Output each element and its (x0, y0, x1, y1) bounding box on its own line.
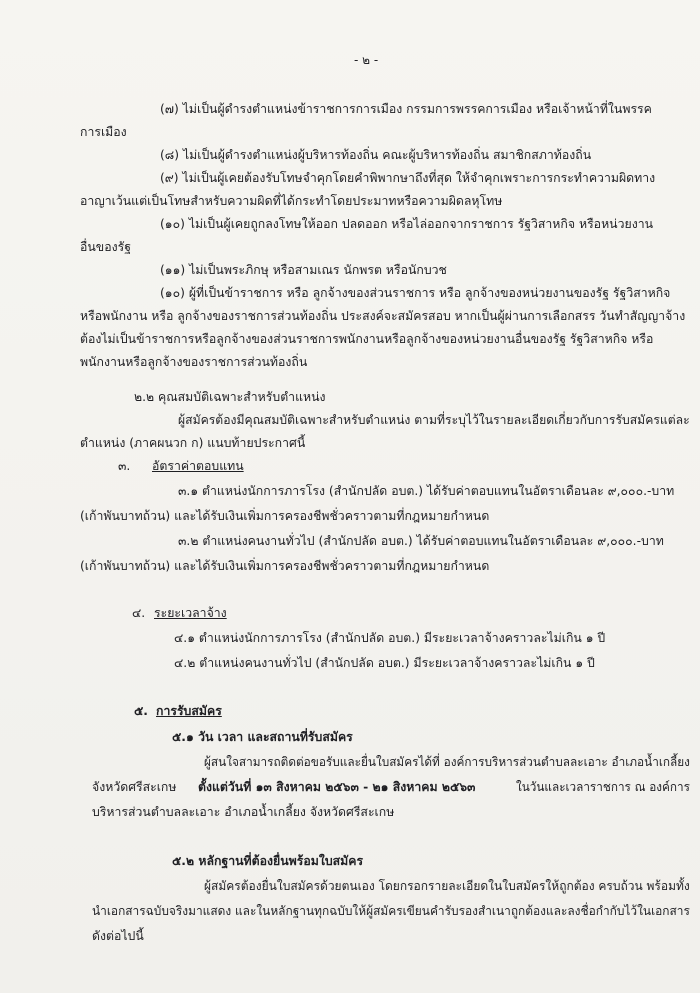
section-5-1-line-2-c: ในวันและเวลาราชการ ณ องค์การ (516, 780, 690, 794)
section-3-2-line-1: ๓.๒ ตำแหน่งคนงานทั่วไป (สำนักปลัด อบต.) ได้รับค่าตอบแทนในอัตราเดือนละ ๙,๐๐๐.-บาท (178, 534, 664, 548)
section-5-1-line-3: บริหารส่วนตำบลละเอาะ อำเภอน้ำเกลี้ยง จังหวัดศรีสะเกษ (92, 805, 395, 819)
section-4-2: ๔.๒ ตำแหน่งคนงานทั่วไป (สำนักปลัด อบต.) มีระยะเวลาจ้างคราวละไม่เกิน ๑ ปี (174, 656, 595, 670)
section-3-1-line-1: ๓.๑ ตำแหน่งนักการภารโรง (สำนักปลัด อบต.) ได้รับค่าตอบแทนในอัตราเดือนละ ๙,๐๐๐.-บาท (178, 484, 675, 498)
section-5-2-heading: ๕.๒ หลักฐานที่ต้องยื่นพร้อมใบสมัคร (172, 854, 364, 868)
item-9-line-2: อาญาเว้นแต่เป็นโทษสำหรับความผิดที่ได้กระทำโดยประมาทหรือความผิดลหุโทษ (80, 194, 503, 208)
section-4-1: ๔.๑ ตำแหน่งนักการภารโรง (สำนักปลัด อบต.) มีระยะเวลาจ้างคราวละไม่เกิน ๑ ปี (174, 631, 606, 645)
section-2-2-line-2: ตำแหน่ง (ภาคผนวก ก) แนบท้ายประกาศนี้ (80, 436, 306, 450)
section-4-heading: ระยะเวลาจ้าง (154, 606, 227, 620)
item-12-line-3: ต้องไม่เป็นข้าราชการหรือลูกจ้างของส่วนราชการพนักงานหรือลูกจ้างของหน่วยงานอื่นของรัฐ รัฐวิสาหกิจ หรือ (80, 332, 654, 346)
item-11: (๑๑) ไม่เป็นพระภิกษุ หรือสามเณร นักพรต หรือนักบวช (160, 263, 447, 277)
section-5-1-heading: ๕.๑ วัน เวลา และสถานที่รับสมัคร (172, 730, 353, 744)
section-5-heading: การรับสมัคร (156, 704, 222, 718)
page-number: - ๒ - (354, 53, 379, 67)
section-5-1-line-1: ผู้สนใจสามารถติดต่อขอรับและยื่นใบสมัครได้ที่ องค์การบริหารส่วนตำบลละเอาะ อำเภอน้ำเกลี้ยง (204, 755, 690, 769)
section-5-number: ๕. (134, 704, 148, 718)
section-2-2-line-1: ผู้สมัครต้องมีคุณสมบัติเฉพาะสำหรับตำแหน่ง ตามที่ระบุไว้ในรายละเอียดเกี่ยวกับการรับสมัครแต่ละ (178, 413, 690, 427)
section-5-2-line-2: นำเอกสารฉบับจริงมาแสดง และในหลักฐานทุกฉบับให้ผู้สมัครเขียนคำรับรองสำเนาถูกต้องและลงชื่อกำกับไว้ในเอกสาร (92, 904, 690, 918)
item-12-line-2: หรือพนักงาน หรือ ลูกจ้างของราชการส่วนท้องถิ่น ประสงค์จะสมัครสอบ หากเป็นผู้ผ่านการเลือกสรร วันทำสัญญาจ้าง (80, 309, 686, 323)
section-3-2-line-2: (เก้าพันบาทถ้วน) และได้รับเงินเพิ่มการครองชีพชั่วคราวตามที่กฎหมายกำหนด (80, 559, 490, 573)
section-3-1-line-2: (เก้าพันบาทถ้วน) และได้รับเงินเพิ่มการครองชีพชั่วคราวตามที่กฎหมายกำหนด (80, 509, 490, 523)
item-10-line-1: (๑๐) ไม่เป็นผู้เคยถูกลงโทษให้ออก ปลดออก หรือไล่ออกจากราชการ รัฐวิสาหกิจ หรือหน่วยงาน (160, 217, 654, 231)
item-12-line-1: (๑๐) ผู้ที่เป็นข้าราชการ หรือ ลูกจ้างของส่วนราชการ หรือ ลูกจ้างของหน่วยงานของรัฐ รัฐวิสาหกิจ (160, 286, 671, 300)
section-5-2-line-1: ผู้สมัครต้องยื่นใบสมัครด้วยตนเอง โดยกรอกรายละเอียดในใบสมัครให้ถูกต้อง ครบถ้วน พร้อมทั้ง (204, 879, 690, 893)
section-4-number: ๔. (132, 606, 146, 620)
section-3-number: ๓. (118, 459, 131, 473)
item-9-line-1: (๙) ไม่เป็นผู้เคยต้องรับโทษจำคุกโดยคำพิพากษาถึงที่สุด ให้จำคุกเพราะการกระทำความผิดทาง (160, 171, 656, 185)
section-5-1-date-range: ตั้งแต่วันที่ ๑๓ สิงหาคม ๒๕๖๓ - ๒๑ สิงหาคม ๒๕๖๓ (198, 780, 476, 794)
item-12-line-4: พนักงานหรือลูกจ้างของราชการส่วนท้องถิ่น (80, 355, 308, 369)
item-7-line-1: (๗) ไม่เป็นผู้ดำรงตำแหน่งข้าราชการการเมือง กรรมการพรรคการเมือง หรือเจ้าหน้าที่ในพรรค (160, 102, 652, 116)
section-5-2-line-3: ดังต่อไปนี้ (92, 929, 144, 943)
item-10-line-2: อื่นของรัฐ (80, 240, 131, 254)
item-7-line-2: การเมือง (80, 125, 127, 139)
item-8: (๘) ไม่เป็นผู้ดำรงตำแหน่งผู้บริหารท้องถิ่น คณะผู้บริหารท้องถิ่น สมาชิกสภาท้องถิ่น (160, 148, 592, 162)
section-3-heading: อัตราค่าตอบแทน (152, 459, 244, 473)
section-2-2-heading: ๒.๒ คุณสมบัติเฉพาะสำหรับตำแหน่ง (134, 390, 326, 404)
section-5-1-line-2-a: จังหวัดศรีสะเกษ (92, 780, 177, 794)
